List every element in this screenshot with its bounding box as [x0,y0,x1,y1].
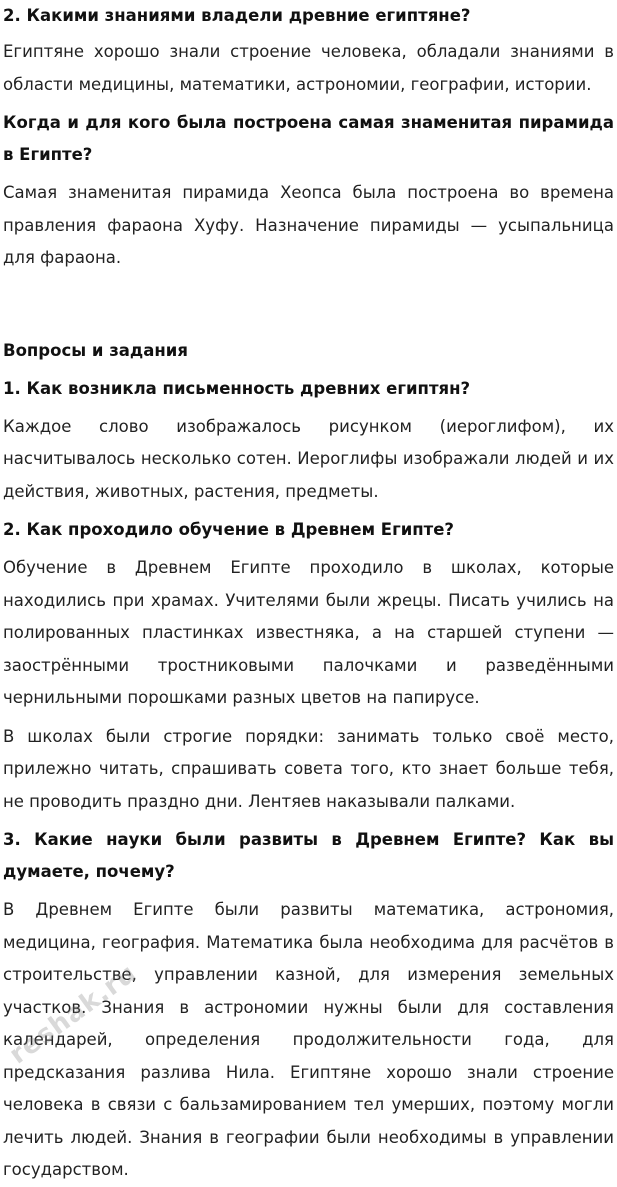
answer-pyramid: Самая знаменитая пирамида Хеопса была построена во времена правления фараона Хуфу. Назначение пирамиды — усыпальница для фараона. [3,183,614,267]
task-heading-writing: 1. Как возникла письменность древних египтян? [3,378,471,398]
answer-education-paragraph-1: Обучение в Древнем Египте проходило в школах, которые находились при храмах. Учителями были жрецы. Писать учились на полированных пластинках известняка, а на старшей ступени — заострёнными тростниковыми палочками и разведёнными чернильными порошками разных цветов на папирусе. [3,558,614,707]
watermark-logo: reshak.ru [4,958,143,1071]
task-heading-sciences: 3. Какие науки были развиты в Древнем Египте? Как вы думаете, почему? [3,830,614,881]
question-heading-knowledge: 2. Какими знаниями владели древние египтяне? [3,6,471,25]
answer-sciences: В Древнем Египте были развиты математика, астрономия, медицина, география. Математика была необходима для расчётов в строительстве, управлении казной, для измерения земельных участков. Знания в астрономии нужны были для составления календарей, определения продолжительности года, для предсказания разлива Нила. Египтяне хорошо знали строение человека в связи с бальзамированием тел умерших, поэтому могли лечить людей. Знания в географии были необходимы в управлении государством. [3,900,614,1179]
question-heading-pyramid: Когда и для кого была построена самая знаменитая пирамида в Египте? [3,113,614,164]
section-heading-questions-tasks: Вопросы и задания [3,340,188,360]
answer-education-paragraph-2: В школах были строгие порядки: занимать только своё место, прилежно читать, спрашивать совета того, кто знает больше тебя, не проводить праздно дни. Лентяев наказывали палками. [3,726,614,811]
task-heading-education: 2. Как проходило обучение в Древнем Египте? [3,520,454,539]
document-page [3,0,614,1187]
answer-writing: Каждое слово изображалось рисунком (иероглифом), их насчитывалось несколько сотен. Иероглифы изображали людей и их действия, животных, растения, предметы. [3,416,614,501]
answer-knowledge: Египтяне хорошо знали строение человека, обладали знаниями в области медицины, математики, астрономии, географии, истории. [3,42,614,94]
